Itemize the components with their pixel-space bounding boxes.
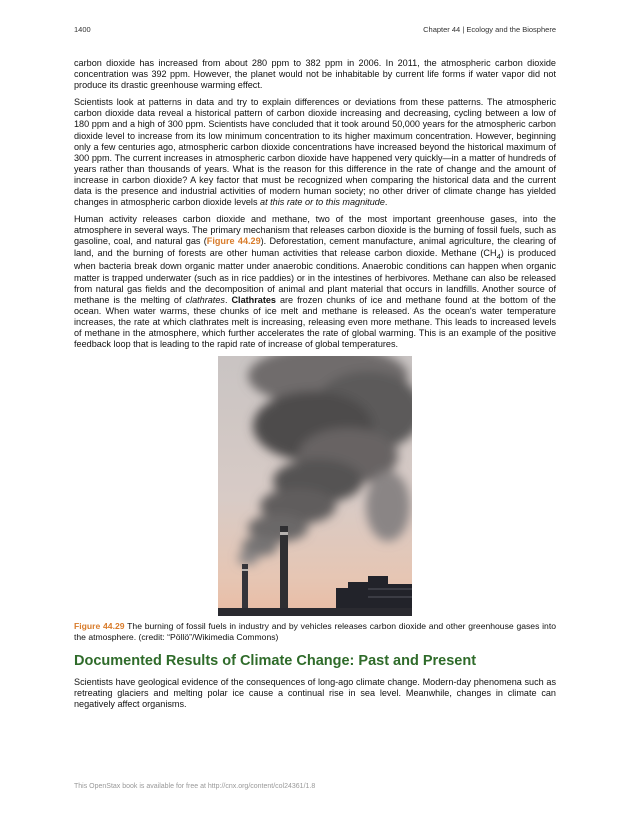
section-paragraph-1: Scientists have geological evidence of the consequences of long-ago climate change. Modern-day phenomena such as retreating glaciers and melting polar ice cause a continual rise in sea level. Meanwhile, changes in climate can negatively affect organisms.	[74, 677, 556, 710]
section-heading: Documented Results of Climate Change: Past and Present	[74, 653, 477, 670]
figure-caption: Figure 44.29 The burning of fossil fuels in industry and by vehicles releases carbon dioxide and other greenhouse gases into the atmosphere. (credit: “Pöllö”/Wikimedia Commons)	[74, 621, 556, 643]
paragraph-1: carbon dioxide has increased from about 280 ppm to 382 ppm in 2006. In 2011, the atmospheric carbon dioxide concentration was 392 ppm. However, the planet would not be inhabitable by current life forms if water vapor did not produce its drastic greenhouse warming effect.	[74, 58, 556, 91]
chimney-tall	[280, 526, 288, 616]
figure-smokestacks	[74, 356, 556, 618]
footer-note: This OpenStax book is available for free at http://cnx.org/content/col24361/1.8	[74, 783, 316, 790]
paragraph-3: Human activity releases carbon dioxide and methane, two of the most important greenhouse gases, into the atmosphere in several ways. The primary mechanism that releases carbon dioxide is the burning of fossil fuels, such as gasoline, coal, and natural gas (Figure 44.29). Deforestation, cement manufacture, animal agriculture, the clearing of land, and the burning of forests are other human activities that release carbon dioxide. Methane $(CH_4)$ is produced when bacteria break down organic matter under anaerobic conditions. Anaerobic conditions can happen when organic matter is trapped underwater (such as in rice paddies) or in the intestines of herbivores. Methane can also be released from natural gas fields and the decomposition of animal and plant material that occurs in landfills. Another source of methane is the melting of clathrates. Clathrates are frozen chunks of ice and methane found at the bottom of the ocean. When water warms, these chunks of ice melt and methane is released. As the ocean's water temperature increases, the rate at which clathrates melt is increasing, releasing even more methane. This leads to increased levels of methane in the atmosphere, which further accelerates the rate of global warming. This is an example of the positive feedback loop that is leading to the rapid rate of increase of global temperatures.	[74, 214, 556, 350]
figure-label: Figure 44.29	[74, 621, 125, 632]
chapter-title: Chapter 44 | Ecology and the Biosphere	[423, 25, 556, 34]
smokestack-photo	[218, 356, 412, 616]
figure-reference-link[interactable]: Figure 44.29	[206, 236, 261, 247]
page-number: 1400	[74, 25, 91, 34]
paragraph-2: Scientists look at patterns in data and try to explain differences or deviations from these patterns. The atmospheric carbon dioxide data reveal a historical pattern of carbon dioxide increasing and decreasing, cycling between a low of 180 ppm and a high of 300 ppm. Scientists have concluded that it took around 50,000 years for the atmospheric carbon dioxide level to increase from its low minimum concentration to its higher maximum concentration. However, beginning only a few centuries ago, atmospheric carbon dioxide concentrations have increased beyond the historical maximum of 300 ppm. The current increases in atmospheric carbon dioxide have happened very quickly—in a matter of hundreds of years rather than thousands of years. What is the reason for this difference in the rate of change and the amount of increase in carbon dioxide? A key factor that must be recognized when comparing the historical data and the current data is the presence and industrial activities of modern human society; no other driver of climate change has yielded changes in atmospheric carbon dioxide levels at this rate or to this magnitude.	[74, 97, 556, 208]
main-content	[74, 58, 556, 716]
